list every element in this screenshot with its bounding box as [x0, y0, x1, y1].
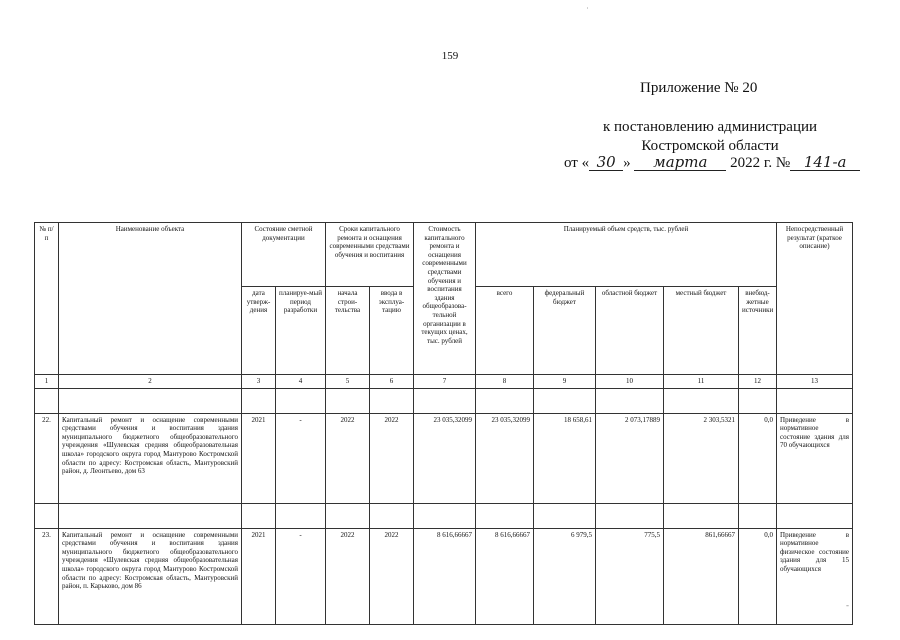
decree-line-1: к постановлению администрации [602, 119, 818, 135]
row-regional: 2 073,17889 [596, 413, 664, 503]
header-planned: Планируемый объем средств, тыс. рублей [476, 223, 777, 287]
row-local: 2 303,5321 [664, 413, 739, 503]
row-cost: 8 616,66667 [414, 528, 476, 624]
scan-mark: - [846, 600, 849, 610]
header-result: Непосредственный результат (краткое описание) [777, 223, 853, 375]
date-year: 2022 г. № [730, 155, 791, 171]
row-result: Приведение в нормативное физическое состояние здания для 15 обучающихся [777, 528, 853, 624]
header-num: № п/п [35, 223, 59, 375]
column-number: 7 [414, 375, 476, 389]
header-estimate-period: планируе-мый период разработки [276, 287, 326, 375]
header-federal: федеральный бюджет [534, 287, 596, 375]
column-number: 12 [739, 375, 777, 389]
column-number: 8 [476, 375, 534, 389]
row-extra: 0,0 [739, 528, 777, 624]
column-number: 4 [276, 375, 326, 389]
row-start: 2022 [326, 413, 370, 503]
date-mid: » [623, 155, 631, 171]
header-estimate-state: Состояние сметной документации [242, 223, 326, 287]
row-total: 8 616,66667 [476, 528, 534, 624]
column-number: 11 [664, 375, 739, 389]
column-number: 1 [35, 375, 59, 389]
table-row [35, 528, 853, 624]
row-num: 23. [35, 528, 59, 624]
spacer-row [35, 503, 853, 528]
header-name: Наименование объекта [59, 223, 242, 375]
header-local: местный бюджет [664, 287, 739, 375]
row-local: 861,66667 [664, 528, 739, 624]
row-extra: 0,0 [739, 413, 777, 503]
date-number: 141-а [790, 155, 860, 171]
row-commissioning: 2022 [370, 528, 414, 624]
column-number: 2 [59, 375, 242, 389]
row-dev-period: - [276, 413, 326, 503]
column-number: 9 [534, 375, 596, 389]
row-total: 23 035,32099 [476, 413, 534, 503]
column-number: 13 [777, 375, 853, 389]
row-federal: 18 658,61 [534, 413, 596, 503]
row-object-name: Капитальный ремонт и оснащение современными средствами обучения и воспитания здания муниципального бюджетного общеобразовательного учреждения «Шулевская средняя общеобразовательная школа» городского округа город Мантурово Костромской области по адресу: Костромская область, Мантуровский район, д. Леонтьево, дом 63 [59, 413, 242, 503]
header-estimate-date: дата утверж-дения [242, 287, 276, 375]
date-prefix: от « [564, 155, 590, 171]
spacer-row [35, 388, 853, 413]
row-object-name: Капитальный ремонт и оснащение современными средствами обучения и воспитания здания муниципального бюджетного общеобразовательного учреждения «Шулевская средняя общеобразовательная школа» городского округа город Мантурово Костромской области по адресу: Костромская область, Мантуровский район, п. Карьково, дом 86 [59, 528, 242, 624]
page-number: 159 [441, 50, 459, 62]
column-number: 6 [370, 375, 414, 389]
header-cost: Стоимость капитального ремонта и оснащения современными средствами обучения и воспитания здания общеобразова-тельной организации в текущих ценах, тыс. рублей [414, 223, 476, 375]
row-start: 2022 [326, 528, 370, 624]
scan-mark: ˙ [586, 6, 589, 16]
column-number-row [35, 375, 853, 389]
header-commissioning: ввода в эксплуа-тацию [370, 287, 414, 375]
row-num: 22. [35, 413, 59, 503]
decree-line-2: Костромской области [641, 138, 779, 154]
row-federal: 6 979,5 [534, 528, 596, 624]
header-row-1 [35, 223, 853, 287]
appendix-title: Приложение № 20 [640, 80, 758, 96]
decree-reference [560, 118, 860, 156]
row-commissioning: 2022 [370, 413, 414, 503]
date-day: 30 [589, 155, 623, 171]
header-extra: внебюд-жетные источники [739, 287, 777, 375]
header-total: всего [476, 287, 534, 375]
row-approval-date: 2021 [242, 528, 276, 624]
row-cost: 23 035,32099 [414, 413, 476, 503]
column-number: 10 [596, 375, 664, 389]
header-capital-terms: Сроки капитального ремонта и оснащения современными средствами обучения и воспитания [326, 223, 414, 287]
row-dev-period: - [276, 528, 326, 624]
column-number: 3 [242, 375, 276, 389]
table-row [35, 413, 853, 503]
row-result: Приведение в нормативное состояние здания для 70 обучающихся [777, 413, 853, 503]
header-regional: областной бюджет [596, 287, 664, 375]
header-start: начала строи-тельства [326, 287, 370, 375]
column-number: 5 [326, 375, 370, 389]
row-regional: 775,5 [596, 528, 664, 624]
row-approval-date: 2021 [242, 413, 276, 503]
date-month: марта [634, 155, 726, 171]
financing-table [34, 222, 853, 625]
decree-date-line [564, 155, 860, 172]
